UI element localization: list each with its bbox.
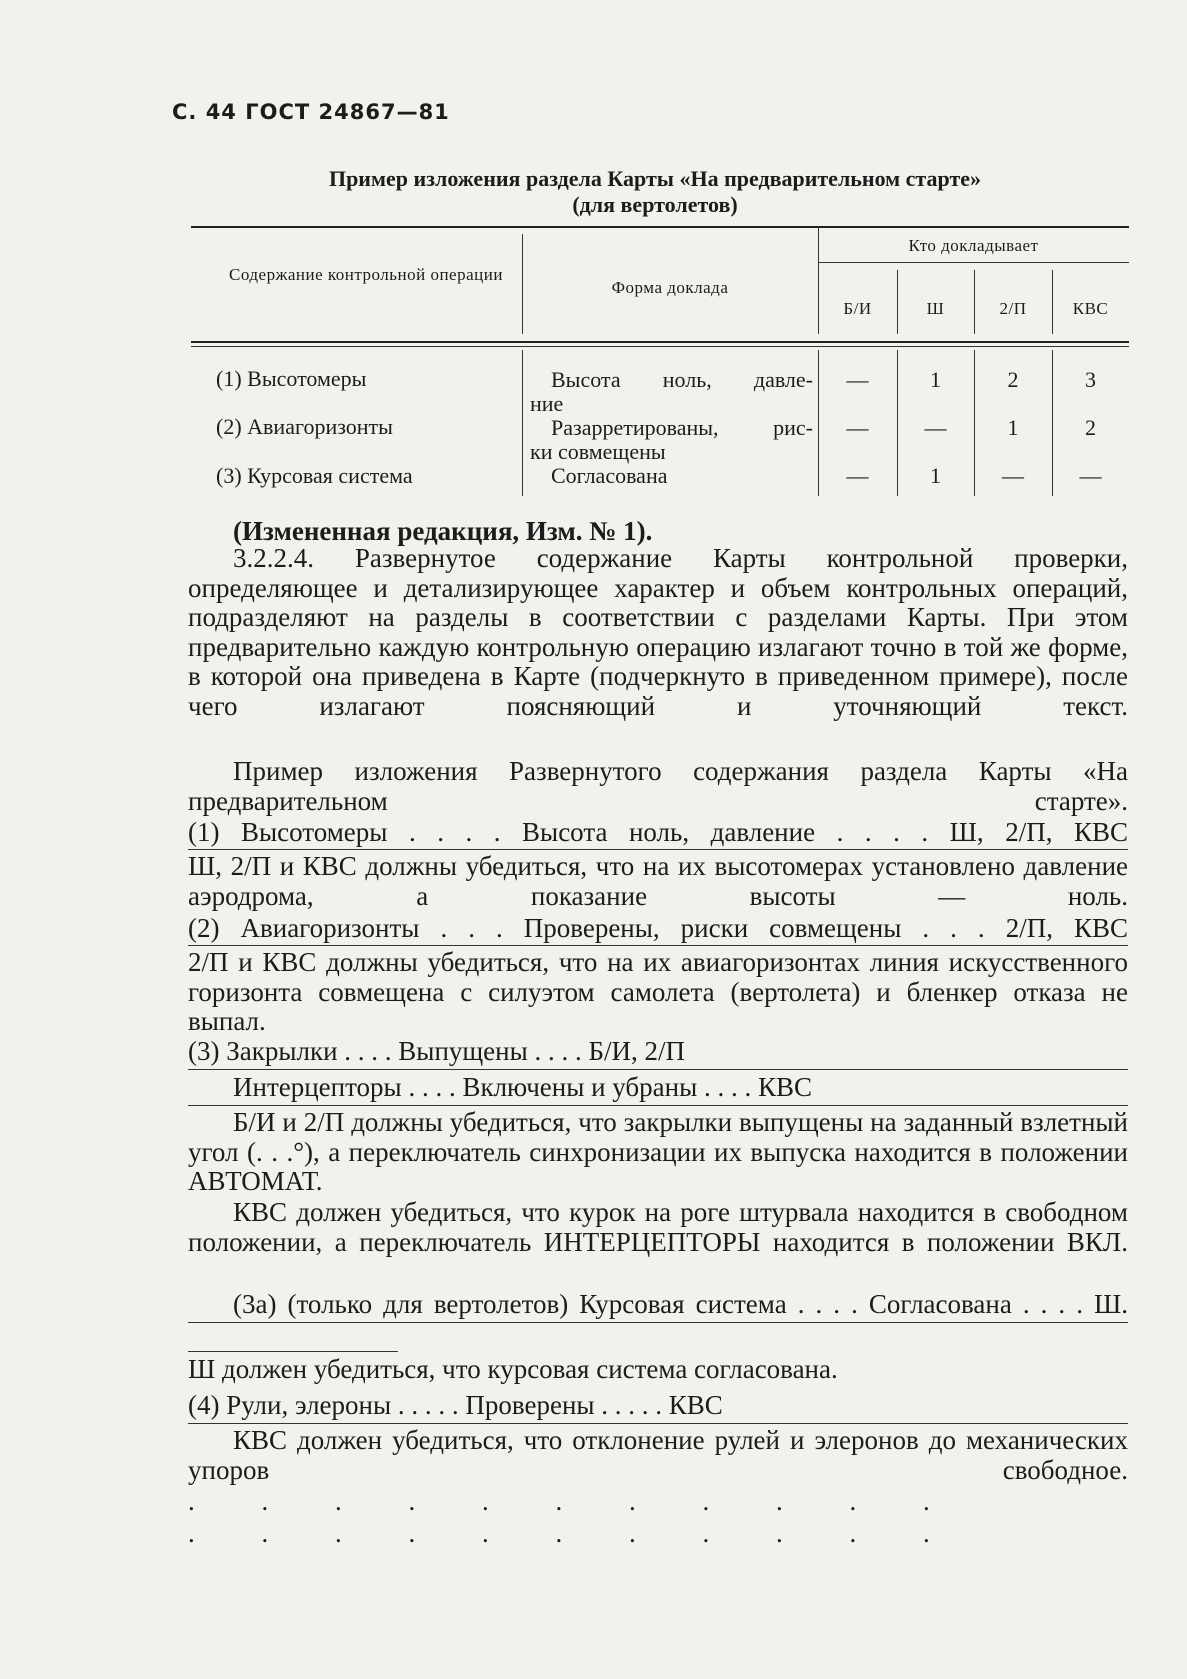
ellipsis-line-2: . . . . . . . . . . . (188, 1518, 960, 1548)
table-caption-line2: (для вертолетов) (572, 192, 738, 217)
row-value: — (846, 463, 869, 488)
row-value: — (846, 367, 869, 392)
row-report-cont: ние (530, 391, 564, 416)
role-header: 2/П (999, 299, 1027, 318)
row-report: Высота ноль, давле- (551, 367, 813, 392)
row-report-cont: ки совмещены (530, 439, 666, 464)
row-value: 2 (1085, 415, 1096, 440)
row-value: 1 (930, 367, 941, 392)
col-header-operation: Содержание контрольной операции (229, 265, 503, 284)
header-bottom-rule-2 (191, 346, 1129, 347)
row-operation: (2) Авиагоризонты (216, 414, 393, 439)
row-report: Разарретированы, рис- (551, 415, 813, 440)
report-table (191, 226, 1129, 496)
item-4: (4) Рули, элероны . . . . . Проверены . . . . . КВС (188, 1390, 723, 1420)
row-value: 2 (1007, 367, 1019, 392)
header-bottom-rule (191, 341, 1129, 343)
table-top-rule (191, 226, 1129, 228)
row-value: 3 (1085, 367, 1096, 392)
table-caption-line1: Пример изложения раздела Карты «На предварительном старте» (328, 166, 982, 191)
paragraph-example: Пример изложения Развернутого содержания раздела Карты «На предварительном старте». (188, 756, 1128, 816)
amended-note: (Измененная редакция, Изм. № 1). (233, 516, 653, 546)
col-header-who: Кто докладывает (908, 236, 1039, 255)
item-2-description: 2/П и КВС должны убедиться, что на их авиагоризонтах линия искусственного горизонта совмещена с силуэтом самолета (вертолета) и бленкер отказа не выпал. (188, 947, 1128, 1036)
row-value: — (924, 415, 947, 440)
col-header-report: Форма доклада (611, 278, 729, 297)
ellipsis-line-1: . . . . . . . . . . . (188, 1486, 960, 1516)
paragraph-3-2-2-4: 3.2.2.4. Развернутое содержание Карты контрольной проверки, определяющее и детализирующее характер и объем контрольных операций, подразделяют на разделы в соответствии с разделами Карты. При этом предварительно каждую контрольную операцию излагают точно в той же форме, в которой она приведена в Карте (подчеркнуто в приведенном примере), после чего излагают поясняющий и уточняющий текст. (188, 543, 1128, 721)
row-operation: (3) Курсовая система (216, 463, 413, 488)
row-value: 1 (1007, 415, 1019, 440)
item-1: (1) Высотомеры . . . . Высота ноль, давление . . . . Ш, 2/П, КВС (188, 817, 1128, 847)
item-3-description-2: КВС должен убедиться, что курок на роге штурвала находится в свободном положении, а переключатель ИНТЕРЦЕПТОРЫ находится в положении ВКЛ. (188, 1197, 1128, 1257)
role-header: Ш (926, 299, 945, 318)
role-header: Б/И (843, 299, 872, 318)
header-sub-rule (818, 262, 1129, 263)
item-4-description: КВС должен убедиться, что отклонение рулей и элеронов до механических упоров свободное. (188, 1425, 1128, 1485)
row-value: — (1079, 463, 1102, 488)
item-3a-description: Ш должен убедиться, что курсовая система согласована. (188, 1354, 838, 1384)
row-operation: (1) Высотомеры (216, 366, 367, 391)
row-report: Согласована (551, 463, 668, 488)
role-header: КВС (1072, 299, 1109, 318)
row-value: — (1002, 463, 1024, 488)
page-header: С. 44 ГОСТ 24867—81 (172, 100, 450, 124)
item-3a: (3а) (только для вертолетов) Курсовая система . . . . Согласована . . . . Ш. (233, 1289, 1128, 1319)
item-1-description: Ш, 2/П и КВС должны убедиться, что на их высотомерах установлено давление аэродрома, а показание высоты — ноль. (188, 851, 1128, 911)
item-3-description-1: Б/И и 2/П должны убедиться, что закрылки выпущены на заданный взлетный угол (. . .°), а переключатель синхронизации их выпуска находится в положении АВТОМАТ. (188, 1107, 1128, 1196)
row-value: — (846, 415, 869, 440)
item-2: (2) Авиагоризонты . . . Проверены, риски совмещены . . . 2/П, КВС (188, 913, 1128, 943)
item-3: (3) Закрылки . . . . Выпущены . . . . Б/И, 2/П (188, 1036, 686, 1066)
item-3-interceptors: Интерцепторы . . . . Включены и убраны . . . . КВС (233, 1072, 813, 1102)
row-value: 1 (930, 463, 941, 488)
